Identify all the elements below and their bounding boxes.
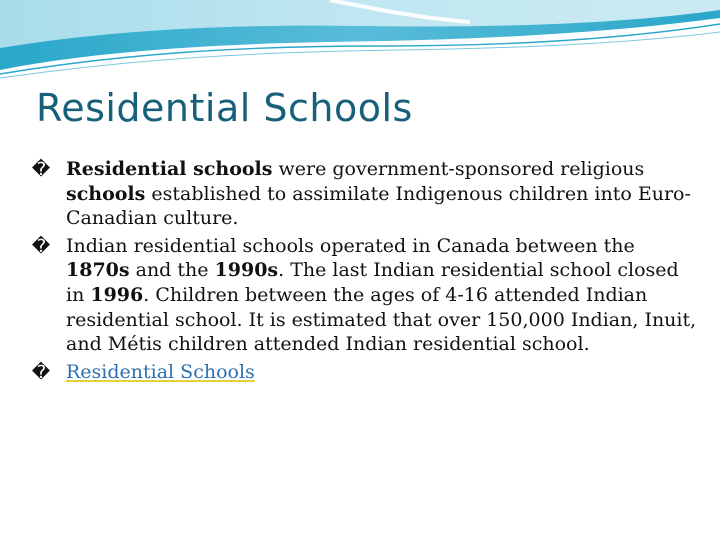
bullet-icon: � — [31, 361, 51, 383]
bullet-icon: � — [31, 235, 51, 257]
bullet-icon: � — [31, 159, 51, 180]
residential-schools-link[interactable]: Residential Schools — [66, 360, 255, 383]
bullet-text: Residential schools were government-sponsored religious schools established to assimilate Indigenous children into Euro-Canadian culture. — [66, 158, 691, 230]
bullet-item — [30, 157, 700, 231]
bullet-item — [30, 234, 700, 357]
bullet-list — [30, 157, 700, 387]
slide-title: Residential Schools — [36, 86, 413, 130]
bullet-item-link — [30, 360, 700, 385]
header-wave-decoration — [0, 0, 720, 80]
bullet-text: Indian residential schools operated in Canada between the 1870s and the 1990s. The last Indian residential school closed in 1996. Children between the ages of 4-16 attended Indian residential school. It is estimated that over 150,000 Indian, Inuit, and Métis children attended Indian residential school. — [66, 234, 697, 356]
